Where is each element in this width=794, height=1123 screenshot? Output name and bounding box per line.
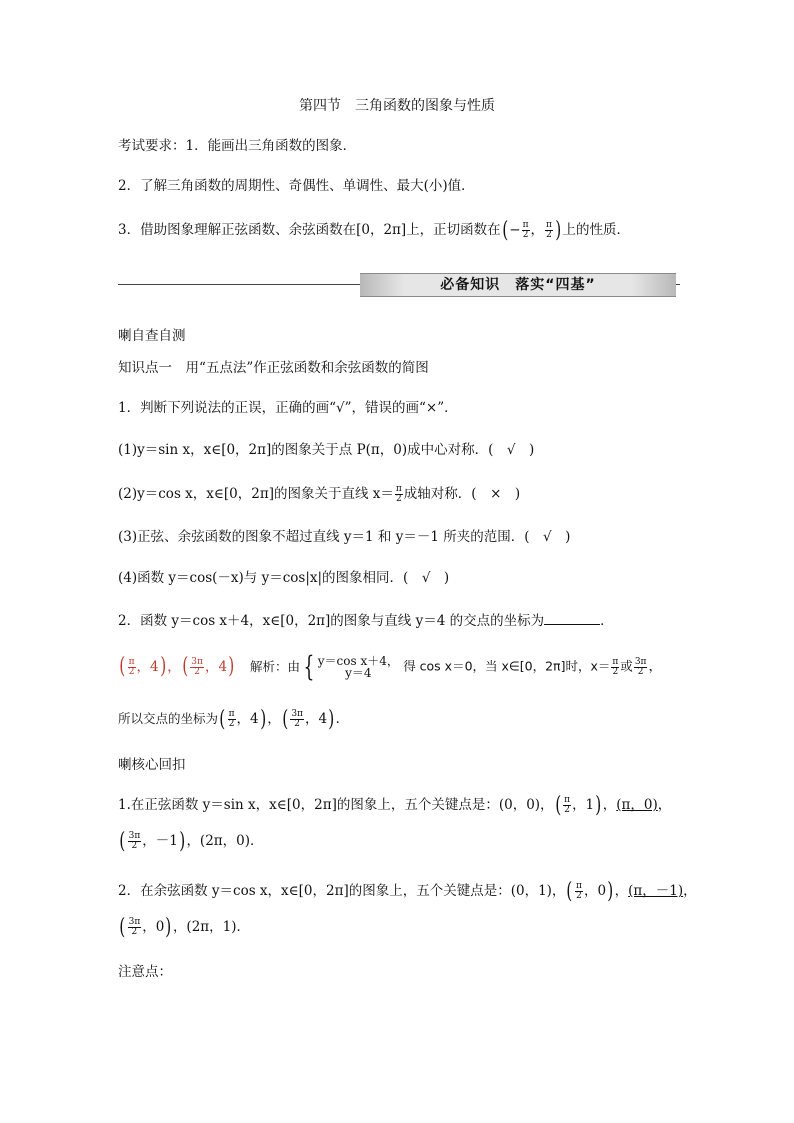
equation-system: y＝cos x＋4， y＝4 (317, 654, 399, 680)
paren-right: ) (555, 217, 562, 243)
underlined-point: (π，0) (616, 797, 658, 813)
brace: { (303, 650, 315, 683)
core-item-2-end: ，(2π，1)． (172, 919, 251, 935)
or-word: 或 (620, 658, 633, 674)
statement-1: (1)y＝sin x，x∈[0，2π]的图象关于点 P(π，0)成中心对称．( √ ) (118, 442, 535, 458)
fraction-3pi-over-2: $\frac{3\pi}{2}$ (128, 917, 141, 937)
statement-4: (4)函数 y＝cos(－x)与 y＝cos|x|的图象相同．( √ ) (118, 570, 450, 586)
underlined-point: (π，－1) (628, 883, 684, 899)
explanation-text-2: 所以交点的坐标为 (118, 711, 219, 726)
fraction-pi-over-2: $\frac{\pi}{2}$ (522, 220, 529, 240)
explanation-label: 解析：由 (249, 658, 300, 674)
core-item-2-cont: ( $\frac{3\pi}{2}$ ，0)，(2π，1)． (119, 914, 251, 940)
core-item-2: 2．在余弦函数 y＝cos x，x∈[0，2π]的图象上，五个关键点是：(0，1)，( $\frac{\pi}{2}$ ，0)，(π，－1)， (118, 878, 697, 904)
question-2-end: ． (600, 613, 614, 629)
answer-blank (544, 610, 600, 625)
explanation-line-2: 所以交点的坐标为( $\frac{\pi}{2}$ ，4)，( $\frac{3\pi}{2}$ ，4)． (118, 706, 350, 732)
banner-rule-right (676, 284, 680, 285)
fraction-pi-over-2: $\frac{\pi}{2}$ (546, 220, 552, 240)
note-heading: 注意点： (118, 964, 172, 980)
paren-left: ( (501, 217, 508, 243)
fraction-pi-over-2: $\frac{\pi}{2}$ (576, 881, 582, 901)
question-2-stem (118, 610, 614, 631)
statement-3: (3)正弦、余弦函数的图象不超过直线 y＝1 和 y＝－1 所夹的范围．( √ ) (118, 529, 571, 545)
core-review-heading: 喇核心回扣 (118, 757, 186, 773)
comma: ， (648, 658, 662, 675)
fraction-pi-over-2: $\frac{\pi}{2}$ (564, 795, 571, 815)
core-item-1: 1.在正弦函数 y＝sin x，x∈[0，2π]的图象上，五个关键点是：(0，0)，( $\frac{\pi}{2}$ ，1)，(π，0)， (118, 792, 672, 818)
question-2-text: 2．函数 y＝cos x＋4，x∈[0，2π]的图象与直线 y＝4 的交点的坐标为 (118, 613, 545, 629)
requirement-3-text: 3．借助图象理解正弦函数、余弦函数在[0，2π]上，正切函数在 (118, 222, 501, 238)
core-item-1-end: ，(2π，0)． (186, 833, 264, 849)
core-item-1-text: 1.在正弦函数 y＝sin x，x∈[0，2π]的图象上，五个关键点是：(0，0)， (118, 797, 554, 813)
statement-2-end: 成轴对称．( × ) (403, 486, 521, 502)
fraction-pi-over-2: $\frac{\pi}{2}$ (395, 484, 402, 504)
separator: ， (530, 222, 545, 238)
requirement-2: 2．了解三角函数的周期性、奇偶性、单调性、最大(小)值． (118, 178, 475, 194)
question-2-answer (118, 652, 662, 682)
explanation-text: 得 cos x＝0，当 x∈[0，2π]时，x＝ (403, 658, 611, 674)
neg-sign: − (509, 222, 521, 238)
self-check-heading: 喇自查自测 (118, 328, 186, 344)
knowledge-point-1: 知识点一 用“五点法”作正弦函数和余弦函数的简图 (118, 360, 429, 376)
banner-label: 必备知识 落实“四基” (360, 273, 676, 297)
statement-2 (118, 484, 520, 504)
requirement-3 (118, 217, 631, 243)
fraction-3pi-over-2: $\frac{3\pi}{2}$ (291, 709, 303, 729)
fraction-pi-over-2: $\frac{\pi}{2}$ (228, 709, 235, 729)
core-item-2-text: 2．在余弦函数 y＝cos x，x∈[0，2π]的图象上，五个关键点是：(0，1)， (118, 883, 566, 899)
section-banner (118, 273, 680, 297)
fraction-3pi-over-2: $\frac{3\pi}{2}$ (634, 656, 647, 677)
requirement-1: 考试要求：1．能画出三角函数的图象． (118, 138, 357, 154)
fraction-pi-over-2: $\frac{\pi}{2}$ (612, 656, 619, 677)
section-title: 第四节 三角函数的图象与性质 (299, 98, 495, 114)
question-1-stem: 1．判断下列说法的正误，正确的画“√”，错误的画“×”． (118, 400, 458, 416)
fraction-3pi-over-2: $\frac{3\pi}{2}$ (128, 831, 141, 851)
requirement-3-end: 上的性质． (562, 222, 631, 238)
core-item-1-cont: ( $\frac{3\pi}{2}$ ，－1)，(2π，0)． (119, 828, 264, 854)
banner-rule-left (118, 284, 360, 285)
statement-2-text: (2)y＝cos x，x∈[0，2π]的图象关于直线 x＝ (118, 486, 394, 502)
answer-points: ( $\frac{\pi}{2}$ ，4)，( $\frac{3\pi}{2}$ ，4) (119, 654, 235, 679)
